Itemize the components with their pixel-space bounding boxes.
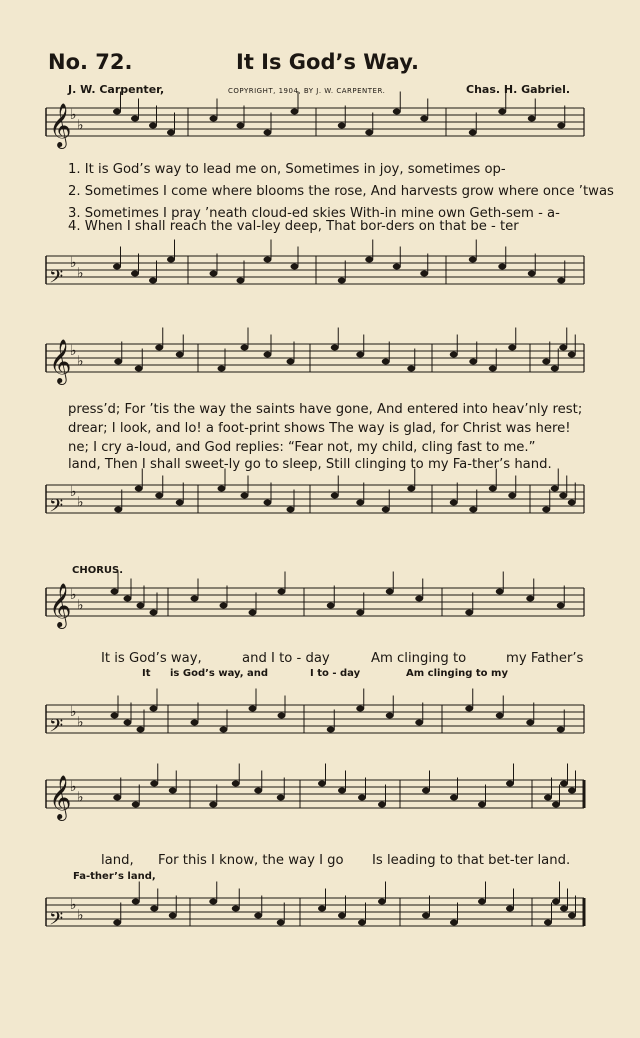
verse-4-line-b: land, Then I shall sweet-ly go to sleep, Still clinging to my Fa-ther’s hand. [68,457,552,472]
note-head [327,727,335,733]
note-head [450,500,458,506]
note-head [386,713,394,719]
bass-clef-icon: 𝄢 [49,496,64,521]
note-head [552,899,560,905]
note-head [169,913,177,919]
note-head [450,920,458,926]
chorus-bass-word: I to - day [310,668,361,679]
note-head [131,271,139,277]
note-head [167,257,175,263]
note-head [422,788,430,794]
note-head [559,493,567,499]
chorus-bass-word: Am clinging to my [406,668,508,679]
note-head [465,610,473,616]
chorus-bass-word: Fa-ther’s land, [73,871,156,882]
copyright-notice: COPYRIGHT, 1904, BY J. W. CARPENTER. [228,87,386,95]
note-head [358,920,366,926]
note-head [135,366,143,372]
flat-icon: ♭ [77,789,84,806]
note-head [365,130,373,136]
note-head [469,130,477,136]
note-head [169,788,177,794]
note-head [114,507,122,513]
note-head [469,257,477,263]
note-head [124,720,132,726]
note-head [450,795,458,801]
hymn-number: No. 72. [48,50,133,74]
note-head [241,493,249,499]
note-head [526,596,534,602]
note-head [150,781,158,787]
note-head [557,278,565,284]
note-head [356,610,364,616]
note-head [557,727,565,733]
treble-clef-icon: 𝄞 [49,103,72,147]
treble-clef-icon: 𝄞 [49,339,72,383]
note-head [113,920,121,926]
note-head [264,352,272,358]
flat-icon: ♭ [70,484,77,501]
chorus-bass-word: It [142,668,151,679]
note-head [551,366,559,372]
note-head [568,352,576,358]
note-head [465,706,473,712]
note-head [264,257,272,263]
treble-clef-icon: 𝄞 [49,775,72,819]
note-head [382,507,390,513]
flat-icon: ♭ [70,704,77,721]
note-head [338,278,346,284]
hymn-title: It Is God’s Way. [236,50,419,74]
verse-1-line-a: 1. It is God’s way to lead me on, Sometimes in joy, sometimes op- [68,162,506,177]
note-head [254,788,262,794]
note-head [237,278,245,284]
chorus-bass-word: is God’s way, and [170,668,269,679]
note-head [209,802,217,808]
note-head [560,781,568,787]
note-head [356,352,364,358]
note-head [382,359,390,365]
verse-4-line-a: 4. When I shall reach the val-ley deep, That bor-ders on that be - ter [68,219,519,234]
flat-icon: ♭ [70,255,77,272]
bass-clef-icon: 𝄢 [49,716,64,741]
note-head [393,264,401,270]
verse-2-line-a: 2. Sometimes I come where blooms the rose, And harvests grow where once ’twas [68,184,614,199]
note-head [542,507,550,513]
note-head [155,345,163,351]
note-head [356,500,364,506]
note-head [241,345,249,351]
note-head [331,493,339,499]
note-head [167,130,175,136]
flat-icon: ♭ [70,107,77,124]
note-head [358,795,366,801]
note-head [568,788,576,794]
note-head [131,116,139,122]
chorus-word: Am clinging to [371,651,467,666]
note-head [420,116,428,122]
chorus-word: It is God’s way, [101,651,202,666]
verse-2-line-b: drear; I look, and lo! a foot-print shows The way is glad, for Christ was here! [68,421,571,436]
flat-icon: ♭ [70,897,77,914]
note-head [559,345,567,351]
note-head [287,507,295,513]
note-head [469,507,477,513]
note-head [489,366,497,372]
flat-icon: ♭ [77,353,84,370]
note-head [498,109,506,115]
note-head [338,788,346,794]
note-head [277,795,285,801]
note-head [113,795,121,801]
note-head [356,706,364,712]
note-head [232,781,240,787]
flat-icon: ♭ [77,494,84,511]
note-head [137,727,145,733]
note-head [568,913,576,919]
note-head [249,610,257,616]
chorus-word: Is leading to that bet-ter land. [372,853,571,868]
note-head [113,264,121,270]
chorus-word: land, [101,853,134,868]
note-head [132,899,140,905]
note-head [237,123,245,129]
note-head [478,802,486,808]
chorus-word: For this I know, the way I go [158,853,344,868]
note-head [114,359,122,365]
note-head [415,596,423,602]
note-head [287,359,295,365]
note-head [557,603,565,609]
note-head [291,264,299,270]
note-head [552,802,560,808]
note-head [176,500,184,506]
flat-icon: ♭ [77,714,84,731]
note-head [135,486,143,492]
note-head [508,345,516,351]
note-head [264,130,272,136]
note-head [124,596,132,602]
note-head [506,906,514,912]
note-head [496,589,504,595]
note-head [331,345,339,351]
note-head [218,366,226,372]
chorus-word: my Father’s [506,651,584,666]
note-head [176,352,184,358]
note-head [191,596,199,602]
note-head [218,486,226,492]
note-head [560,906,568,912]
note-head [291,109,299,115]
note-head [365,257,373,263]
note-head [210,116,218,122]
note-head [544,920,552,926]
note-head [150,706,158,712]
note-head [210,271,218,277]
note-head [450,352,458,358]
note-head [528,271,536,277]
note-head [264,500,272,506]
note-head [132,802,140,808]
flat-icon: ♭ [70,343,77,360]
note-head [489,486,497,492]
flat-icon: ♭ [70,779,77,796]
note-head [249,706,257,712]
note-head [318,781,326,787]
note-head [478,899,486,905]
flat-icon: ♭ [77,117,84,134]
verse-3-line-b: ne; I cry a-loud, and God replies: “Fear not, my child, cling fast to me.” [68,440,536,455]
flat-icon: ♭ [70,587,77,604]
note-head [338,123,346,129]
note-head [378,802,386,808]
note-head [220,603,228,609]
note-head [232,906,240,912]
flat-icon: ♭ [77,597,84,614]
note-head [420,271,428,277]
note-head [220,727,228,733]
note-head [568,500,576,506]
note-head [191,720,199,726]
note-head [393,109,401,115]
note-head [149,278,157,284]
treble-clef-icon: 𝄞 [49,583,72,627]
bass-clef-icon: 𝄢 [49,909,64,934]
note-head [542,359,550,365]
note-head [407,366,415,372]
note-head [137,603,145,609]
note-head [378,899,386,905]
note-head [528,116,536,122]
note-head [338,913,346,919]
note-head [544,795,552,801]
note-head [150,610,158,616]
note-head [498,264,506,270]
note-head [422,913,430,919]
note-head [111,713,119,719]
hymn-author: J. W. Carpenter, [68,83,165,96]
note-head [551,486,559,492]
note-head [496,713,504,719]
note-head [278,589,286,595]
note-head [386,589,394,595]
note-head [508,493,516,499]
verse-3-line-a: 3. Sometimes I pray ’neath cloud-ed skies With-in mine own Geth-sem - a- [68,206,560,221]
note-head [277,920,285,926]
bass-clef-icon: 𝄢 [49,267,64,292]
note-head [278,713,286,719]
note-head [155,493,163,499]
note-head [149,123,157,129]
note-head [209,899,217,905]
note-head [113,109,121,115]
note-head [506,781,514,787]
hymn-composer: Chas. H. Gabriel. [466,83,571,96]
note-head [557,123,565,129]
flat-icon: ♭ [77,907,84,924]
note-head [415,720,423,726]
chorus-heading: CHORUS. [72,565,124,576]
note-head [254,913,262,919]
note-head [150,906,158,912]
note-head [526,720,534,726]
note-head [407,486,415,492]
note-head [318,906,326,912]
note-head [327,603,335,609]
note-head [469,359,477,365]
chorus-word: and I to - day [242,651,330,666]
verse-1-line-b: press’d; For ’tis the way the saints have gone, And entered into heav’nly rest; [68,402,583,417]
flat-icon: ♭ [77,265,84,282]
note-head [111,589,119,595]
